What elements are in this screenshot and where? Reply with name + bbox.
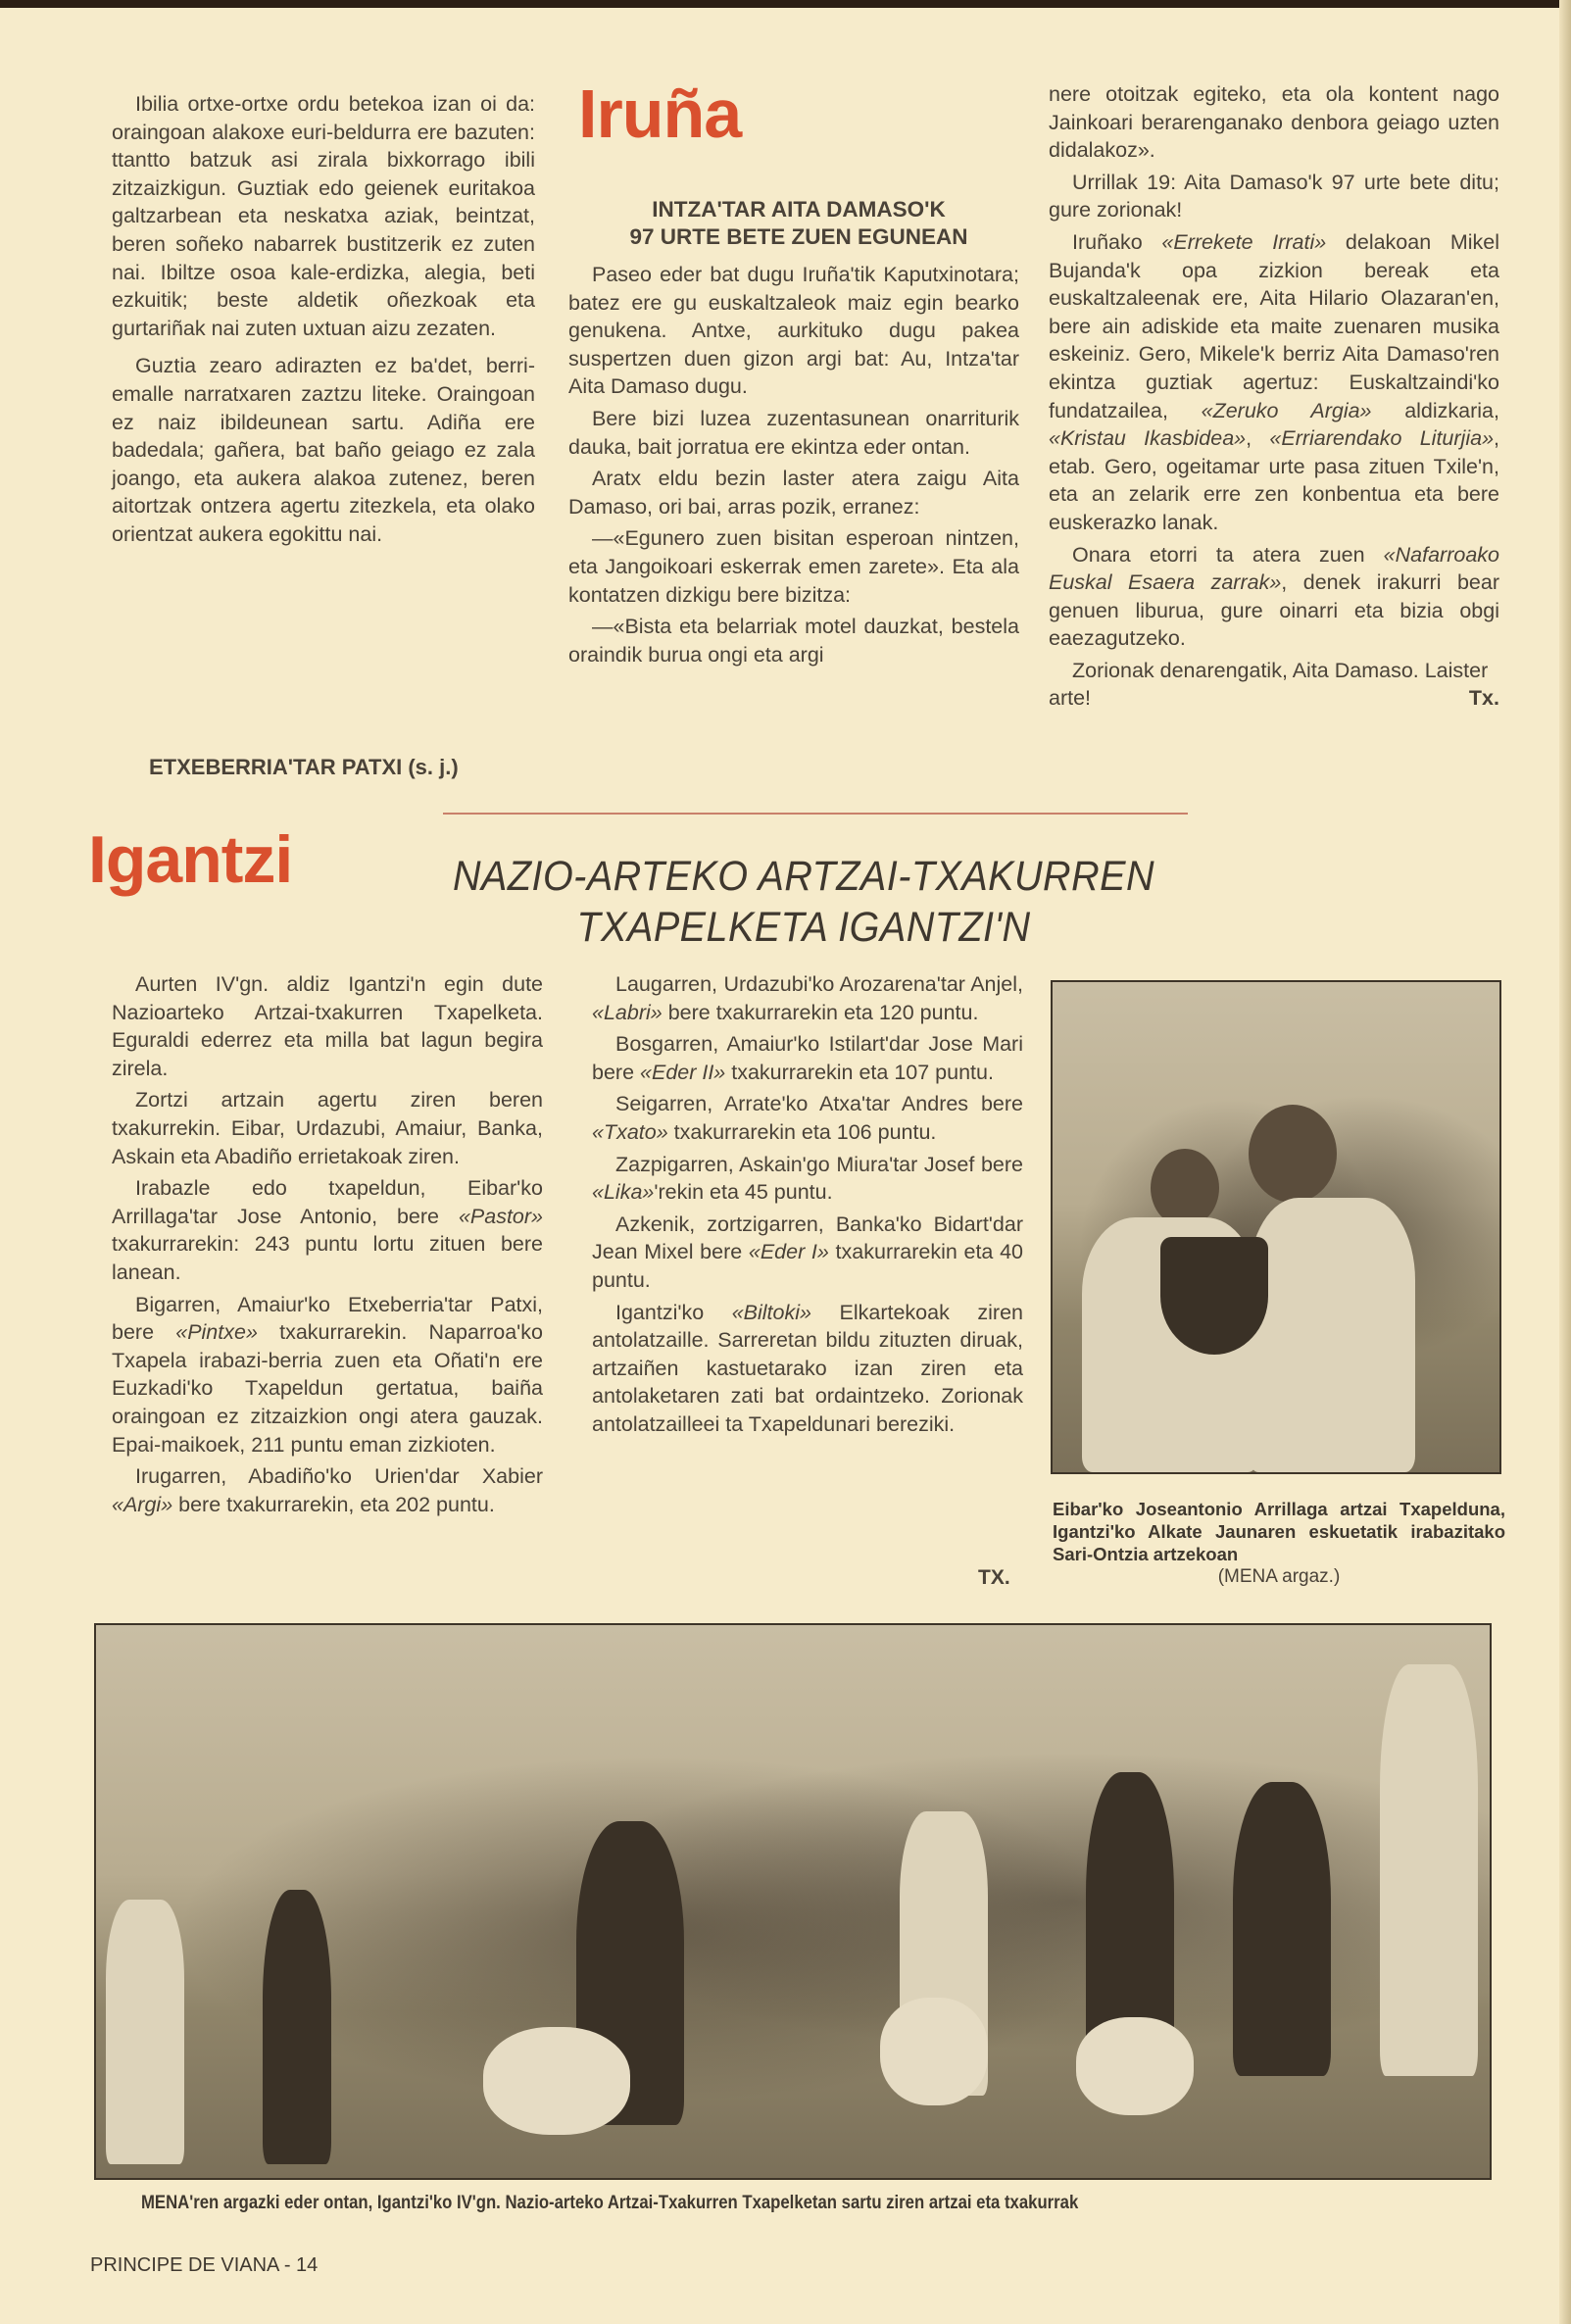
paragraph xyxy=(1049,657,1499,713)
text-run: txakurrarekin eta 106 puntu. xyxy=(667,1119,937,1144)
text-run: Iruñako xyxy=(1072,229,1162,254)
iruna-column-1 xyxy=(568,261,1019,672)
trophy-photo-caption: Eibar'ko Joseantonio Arrillaga artzai Txapelduna, Igantzi'ko Alkate Jaunaren eskuetatik irabazitako Sari-Ontzia artzekoan xyxy=(1053,1499,1505,1564)
dog-name: «Lika» xyxy=(592,1180,655,1205)
page-right-edge xyxy=(1559,0,1571,2324)
photo-person-head xyxy=(1151,1149,1219,1227)
text-run: txakurrarekin eta 40 puntu. xyxy=(592,1240,1023,1292)
text-run: 'rekin eta 45 puntu. xyxy=(654,1180,833,1205)
text-run: Onara etorri ta atera zuen xyxy=(1072,542,1384,567)
text-run: txakurrarekin: 243 puntu lortu zituen bere lanean. xyxy=(112,1232,543,1284)
paragraph: Aurten IV'gn. aldiz Igantzi'n egin dute Nazioarteko Artzai-txakurren Txapelketa. Eguraldi ederrez eta milla bat lagun begira zirela. xyxy=(112,972,543,1080)
dog-name: «Eder II» xyxy=(640,1060,726,1084)
paragraph: Aratx eldu bezin laster atera zaigu Aita Damaso, ori bai, arras pozik, erranez: xyxy=(568,467,1019,519)
paragraph xyxy=(1049,541,1499,653)
paragraph: Paseo eder bat dugu Iruña'tik Kaputxinotara; batez ere gu euskaltzaleok maiz egin bearko genukena. Antxe, aurkituko dugu pakea suspertzen duen gizon argi bat: Au, Intza'tar Aita Damaso dugu. xyxy=(568,263,1019,399)
paragraph xyxy=(592,970,1023,1026)
article-continuation-column xyxy=(112,90,535,553)
text-run: txakurrarekin eta 107 puntu. xyxy=(725,1060,994,1084)
text-run: Irabazle edo txapeldun, Eibar'ko Arrillaga'tar Jose Antonio, bere xyxy=(112,1176,543,1228)
igantzi-column-1 xyxy=(112,970,543,1522)
trophy-photo xyxy=(1051,980,1501,1474)
dog-name: «Argi» xyxy=(112,1492,173,1516)
text-run: delakoan Mikel Bujanda'k opa zizkion bereak eta euskaltzaleenak ere, Aita Hilario Olazaran'en, bere ain adiskide eta maite zuenaren musika eskeiniz. Gero, Mikele'k berriz Aita Damaso'ren ekintza guztiak agertuz: Euskaltzaindi'ko fundatzailea, xyxy=(1049,229,1500,422)
paragraph: nere otoitzak egiteko, eta ola kontent nago Jainkoari berarenganako denbora geiago uzten didalakoz». xyxy=(1049,82,1499,163)
text-run: Bosgarren, Amaiur'ko Istilart'dar Jose Mari bere xyxy=(592,1032,1023,1084)
italic-title: «Erriarendako Liturjia» xyxy=(1269,426,1495,451)
text-run: Seigarren, Arrate'ko Atxa'tar Andres bere xyxy=(615,1092,1023,1116)
photo-person xyxy=(106,1900,184,2164)
paragraph: Urrillak 19: Aita Damaso'k 97 urte bete ditu; gure zorionak! xyxy=(1049,170,1499,223)
text-run: , xyxy=(1246,426,1270,451)
photo-person xyxy=(1233,1782,1331,2076)
subheadline-line: 97 URTE BETE ZUEN EGUNEAN xyxy=(629,224,968,249)
text-run: Laugarren, Urdazubi'ko Arozarena'tar Anjel, xyxy=(615,972,1023,996)
dog-name: «Pintxe» xyxy=(175,1320,258,1345)
iruna-subheadline xyxy=(568,196,1029,251)
paragraph: —«Egunero zuen bisitan esperoan nintzen, eta Jangoikoari eskerrak emen zarete». Eta ala kontatzen dizkigu bere bizitza: xyxy=(568,526,1019,607)
section-title-iruna: Iruña xyxy=(578,75,742,152)
text-run: Zazpigarren, Askain'go Miura'tar Josef bere xyxy=(615,1152,1023,1176)
page-top-edge xyxy=(0,0,1571,8)
paragraph xyxy=(592,1090,1023,1146)
paragraph xyxy=(112,1462,543,1518)
paragraph: Ibilia ortxe-ortxe ordu betekoa izan oi da: oraingoan alakoxe euri-beldurra ere bazuten: ttantto batzuk asi zirala bixkorrago ibili zitzaizkigun. Guztiak edo geienek euritakoa galtzarbean eta neskatxa aziak, beintzat, beren soñeko nabarrek bustitzerik ez zuten nai. Ibiltze osoa kale-erdizka, alegia, beti ezkuitik; beste aldetik oñezkoak eta gurtariñak nai zuten uxtuan aizu zezaten. xyxy=(112,92,535,340)
text-run: aldizkaria, xyxy=(1371,398,1499,422)
paragraph: Bere bizi luzea zuzentasunean onarriturik dauka, bait jorratua ere ekintza eder ontan. xyxy=(568,406,1019,459)
italic-title: «Errekete Irrati» xyxy=(1161,229,1327,254)
signature: TX. xyxy=(978,1566,1010,1589)
photo-person-head xyxy=(1249,1105,1337,1203)
text-run: Elkartekoak ziren antolatzaille. Sarreretan bildu zituzten diruak, artzaiñen kastuetarako izan ziren eta antolaketaren zati bat ordaintzeko. Zorionak antolatzailleei ta Txapeldunari bereziki. xyxy=(592,1300,1023,1436)
iruna-column-2 xyxy=(1049,80,1499,717)
dog-name: «Eder I» xyxy=(748,1240,829,1264)
photo-dog xyxy=(880,1998,988,2105)
text-run: txakurrarekin. Naparroa'ko Txapela irabazi-berria zuen eta Oñati'n ere Euzkadi'ko Txapeldun gertatua, baiña oraingoan ez zitzaizkion ongi atera gauzak. Epai-maikoek, 211 puntu eman zizkioten. xyxy=(112,1320,543,1457)
dog-name: «Txato» xyxy=(592,1119,668,1144)
text-run: Zorionak denarengatik, Aita Damaso. Laister arte! xyxy=(1049,658,1489,711)
text-run: bere txakurrarekin eta 120 puntu. xyxy=(662,1000,979,1024)
photo-trophy xyxy=(1160,1237,1268,1355)
paragraph: —«Bista eta belarriak motel dauzkat, bestela oraindik burua ongi eta argi xyxy=(568,615,1019,667)
byline: ETXEBERRIA'TAR PATXI (s. j.) xyxy=(149,755,459,779)
paragraph: Zortzi artzain agertu ziren beren txakurrekin. Eibar, Urdazubi, Amaiur, Banka, Askain eta Abadiño errietakoak ziren. xyxy=(112,1088,543,1168)
paragraph xyxy=(1049,228,1499,537)
signature: Tx. xyxy=(1468,686,1499,711)
text-run: , denek irakurri bear genuen liburua, gure oinarri eta bizia obgi eaezagutzeko. xyxy=(1049,570,1499,651)
text-run: Igantzi'ko xyxy=(615,1300,732,1324)
headline-line: NAZIO-ARTEKO ARTZAI-TXAKURREN xyxy=(453,853,1154,900)
section-divider xyxy=(443,813,1188,815)
paragraph xyxy=(112,1174,543,1286)
text-run: Azkenik, zortzigarren, Banka'ko Bidart'dar Jean Mixel bere xyxy=(592,1211,1023,1264)
photo-person xyxy=(263,1890,331,2164)
photo-person xyxy=(1380,1664,1478,2076)
paragraph xyxy=(592,1151,1023,1207)
photo-person-body xyxy=(1249,1198,1415,1472)
text-run: Bigarren, Amaiur'ko Etxeberria'tar Patxi, bere xyxy=(112,1292,543,1345)
section-title-igantzi: Igantzi xyxy=(88,822,293,897)
shepherds-dogs-photo xyxy=(94,1623,1492,2180)
paragraph xyxy=(592,1211,1023,1295)
paragraph xyxy=(112,1291,543,1459)
association-name: «Biltoki» xyxy=(731,1300,811,1324)
paragraph xyxy=(592,1030,1023,1086)
photo-dog xyxy=(1076,2017,1194,2115)
paragraph xyxy=(592,1299,1023,1439)
subheadline-line: INTZA'TAR AITA DAMASO'K xyxy=(652,197,946,222)
igantzi-column-2 xyxy=(592,970,1023,1443)
dog-name: «Labri» xyxy=(592,1000,663,1024)
text-run: bere txakurrarekin, eta 202 puntu. xyxy=(172,1492,495,1516)
paragraph: Guztia zearo adirazten ez ba'det, berri-emalle narratxaren zaztzu liteke. Oraingoan ez naiz ibildeunean sartu. Adiña ere badedala; gañera, bat baño geiago ez zala joango, eta aukera alakoa zutenez, beren aitortzak ontzera agertu zitezkela, eta olako orientzat aukera egokittu nai. xyxy=(112,354,535,546)
italic-title: «Zeruko Argia» xyxy=(1201,398,1372,422)
shepherds-photo-caption: MENA'ren argazki eder ontan, Igantzi'ko IV'gn. Nazio-arteko Artzai-Txakurren Txapelketan sartu ziren artzai eta txakurrak xyxy=(141,2193,1079,2213)
igantzi-headline xyxy=(353,851,1254,953)
dog-name: «Pastor» xyxy=(458,1204,543,1228)
text-run: , etab. Gero, ogeitamar urte pasa zituen Txile'n, eta an zelarik erre zen konbentua eta bere euskerazko lanak. xyxy=(1049,426,1500,534)
text-run: Irugarren, Abadiño'ko Urien'dar Xabier xyxy=(135,1464,543,1489)
photo-credit: (MENA argaz.) xyxy=(1217,1566,1341,1587)
italic-title: «Kristau Ikasbidea» xyxy=(1049,426,1247,451)
italic-title: «Nafarroako Euskal Esaera zarrak» xyxy=(1049,542,1499,595)
page-footer: PRINCIPE DE VIANA - 14 xyxy=(90,2254,319,2276)
headline-line: TXAPELKETA IGANTZI'N xyxy=(576,904,1031,951)
photo-dog xyxy=(483,2027,630,2135)
